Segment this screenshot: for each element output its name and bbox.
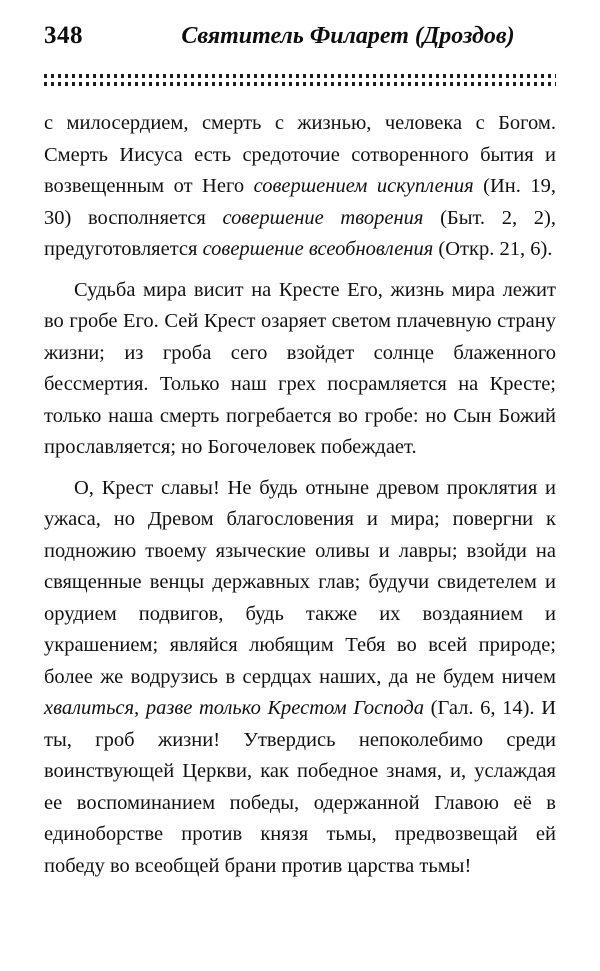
text-run: (Гал. 6, 14). И ты, гроб жизни! Утвердись непоколебимо среди воинствующей Церкви, как победное знамя, и, услаждая ее воспоминанием победы, одержанной Главою её в единоборстве против князя тьмы, предвозвещай ей победу во всеобщей брани против царства тьмы! [44,697,556,877]
emphasized-text: совершение всеобновления [202,238,434,260]
text-run: О, Крест славы! Не будь отныне древом проклятия и ужаса, но Древом благословения и мира; повергни к подножию твоему языческие оливы и лавры; взойди на священные венцы державных глав; будучи свидетелем и орудием подвигов, будь также их воздаянием и украшением; являйся любящим Тебя во всей природе; более же водрузись в сердцах наших, да не будем ничем [44,476,556,688]
page-body-text [44,108,556,882]
ornamental-rule-top [44,74,556,78]
paragraph [44,108,556,266]
text-run: (Ин. 19, 30) восполняется [44,175,557,229]
ornamental-rule-bottom [44,82,556,86]
text-run: (Быт. 2, 2), предуготовляется [44,206,556,260]
paragraph [44,275,556,464]
emphasized-text: хвалиться, разве только Крестом Господа [44,697,425,719]
page-number: 348 [44,22,83,49]
text-run: (Откр. 21, 6). [433,238,553,260]
emphasized-text: совершение творения [222,206,424,229]
running-head [44,22,556,62]
paragraph [44,473,556,883]
running-head-title: Святитель Филарет (Дроздов) [181,23,515,49]
ornamental-rule [44,74,556,86]
text-run: Судьба мира висит на Кресте Его, жизнь мира лежит во гробе Его. Сей Крест озаряет светом плачевную страну жизни; из гроба сего взойдет солнце блаженного бессмертия. Только наш грех посрамляется на Кресте; только наша смерть погребается во гробе: но Сын Божий прославляется; но Богочеловек побеждает. [44,278,556,458]
text-run: с милосердием, смерть с жизнью, человека с Богом. Смерть Иисуса есть средоточие сотворенного бытия и возвещенным от Него [44,112,556,197]
emphasized-text: совершением искупления [253,175,474,197]
